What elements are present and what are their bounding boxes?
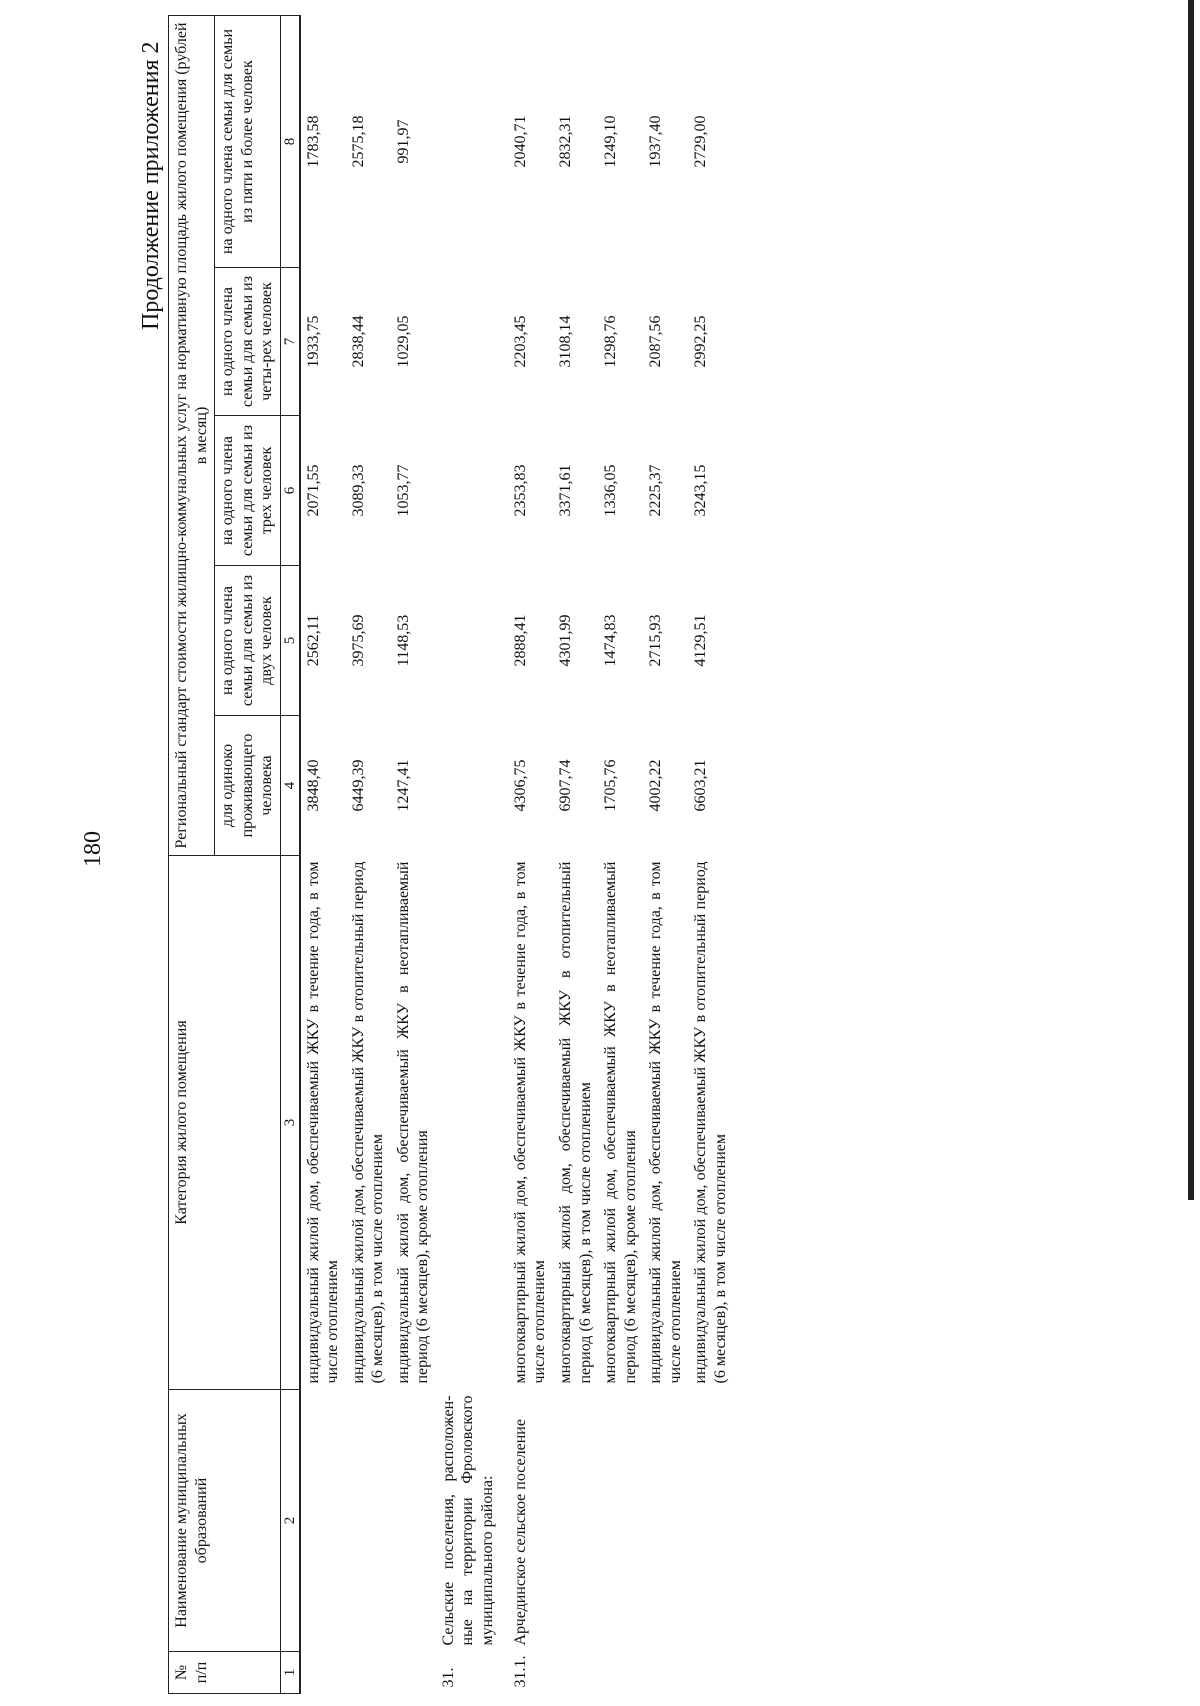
- row-category: индивидуальный жилой дом, обеспечиваемый ЖКУ в отопительный период (6 месяцев), в том числе отоплением: [349, 861, 387, 1384]
- row-value: 3371,61: [557, 464, 574, 517]
- row-num: [643, 1652, 688, 1694]
- row-municipality: [688, 1390, 733, 1652]
- row-num: [598, 1652, 643, 1694]
- header-category: Категория жилого помещения: [169, 856, 281, 1390]
- row-value: 6907,74: [557, 759, 574, 812]
- row-value: 2225,37: [647, 464, 665, 517]
- row-num: 31.1.: [511, 1655, 529, 1688]
- row-value: 2838,44: [349, 315, 367, 368]
- row-num: [391, 1652, 436, 1694]
- row-value: 3848,40: [304, 759, 322, 812]
- row-value: [436, 716, 508, 856]
- page-number: 180: [80, 831, 106, 867]
- header-row: [169, 15, 215, 1693]
- table-row: [553, 15, 598, 1693]
- row-value: 2729,00: [692, 115, 710, 168]
- row-value: 3108,14: [557, 315, 574, 368]
- row-value: 2040,71: [511, 115, 529, 168]
- row-value: 1783,58: [304, 115, 322, 168]
- row-num: [300, 1652, 346, 1694]
- row-num: [346, 1652, 391, 1694]
- row-municipality: Арчединское сельское поселение: [511, 1419, 529, 1646]
- header-municipality: Наименование муниципальных образований: [169, 1390, 281, 1652]
- row-category: индивидуальный жилой дом, обеспечиваемый ЖКУ в течение года, в том числе отоплением: [647, 861, 684, 1384]
- row-value: 1029,05: [394, 315, 412, 368]
- col-number: 1: [280, 1652, 300, 1694]
- col-number: 2: [280, 1390, 300, 1652]
- row-municipality: [391, 1390, 436, 1652]
- row-value: [436, 566, 508, 716]
- row-value: 3243,15: [692, 464, 710, 517]
- header-sub-5: на одного члена семьи для семьи из пяти и более человек: [215, 15, 281, 267]
- row-value: 1933,75: [304, 315, 322, 368]
- table-row: [346, 15, 391, 1693]
- row-category: многоквартирный жилой дом, обеспечиваемый ЖКУ в неотапливаемый период (6 месяцев), кроме отопления: [602, 861, 639, 1384]
- row-value: 1247,41: [394, 759, 412, 812]
- header-sub-3: на одного члена семьи для семьи из трех человек: [215, 416, 281, 566]
- col-number: 8: [280, 15, 300, 267]
- table-row: [391, 15, 436, 1693]
- row-value: 1249,10: [602, 115, 620, 168]
- row-value: 2715,93: [647, 614, 665, 667]
- row-num: 31.: [439, 1667, 457, 1688]
- row-value: 1053,77: [394, 464, 412, 517]
- row-municipality: [346, 1390, 391, 1652]
- row-municipality: Сельские поселения, расположен-ные на территории Фроловского муниципального района:: [439, 1395, 496, 1646]
- row-value: 991,97: [394, 119, 412, 164]
- table-row: [598, 15, 643, 1693]
- row-value: 2832,31: [557, 115, 574, 168]
- table-row: [643, 15, 688, 1693]
- row-value: 6449,39: [349, 759, 367, 812]
- col-number: 5: [280, 566, 300, 716]
- header-sub-2: на одного члена семьи для семьи из двух человек: [215, 566, 281, 716]
- row-category: индивидуальный жилой дом, обеспечиваемый ЖКУ в течение года, в том числе отоплением: [304, 861, 342, 1384]
- row-value: 4306,75: [511, 759, 529, 812]
- table-row: [436, 15, 508, 1693]
- continuation-title: Продолжение приложения 2: [138, 41, 164, 330]
- table-row: [508, 15, 553, 1693]
- row-value: 3975,69: [349, 614, 367, 667]
- header-num: № п/п: [169, 1652, 281, 1694]
- scan-edge: [1188, 0, 1194, 1200]
- row-municipality: [598, 1390, 643, 1652]
- tariff-table: [168, 15, 733, 1694]
- row-value: 3089,33: [349, 464, 367, 517]
- row-category: [436, 856, 508, 1390]
- header-sub-1: для одиноко проживающего человека: [215, 716, 281, 856]
- row-category: многоквартирный жилой дом, обеспечиваемый ЖКУ в течение года, в том числе отоплением: [511, 861, 549, 1384]
- row-value: 2992,25: [692, 315, 710, 368]
- row-municipality: [643, 1390, 688, 1652]
- row-category: многоквартирный жилой дом, обеспечиваемый ЖКУ в отопительный период (6 месяцев), в том числе отоплением: [557, 861, 594, 1384]
- row-value: 4129,51: [692, 614, 710, 667]
- row-value: 2562,11: [304, 614, 322, 667]
- row-municipality: [553, 1390, 598, 1652]
- col-number: 6: [280, 416, 300, 566]
- row-value: 1474,83: [602, 614, 620, 667]
- row-num: [553, 1652, 598, 1694]
- row-value: 1705,76: [602, 759, 620, 812]
- row-value: [436, 416, 508, 566]
- column-numbers-row: [280, 15, 300, 1693]
- row-value: 2353,83: [511, 464, 529, 517]
- col-number: 4: [280, 716, 300, 856]
- row-value: 2087,56: [647, 315, 665, 368]
- row-category: индивидуальный жилой дом, обеспечиваемый ЖКУ в неотапливаемый период (6 месяцев), кроме отопления: [394, 861, 432, 1384]
- row-num: [688, 1652, 733, 1694]
- header-sub-4: на одного члена семьи для семьи из четы-рех человек: [215, 268, 281, 416]
- header-standard: Региональный стандарт стоимости жилищно-коммунальных услуг на нормативную площадь жилого помещения (рублей в месяц): [169, 15, 215, 855]
- row-value: 2071,55: [304, 464, 322, 517]
- row-value: 6603,21: [692, 759, 710, 812]
- row-value: 1298,76: [602, 315, 620, 368]
- row-value: 2888,41: [511, 614, 529, 667]
- row-value: 4301,99: [557, 614, 574, 667]
- table-row: [688, 15, 733, 1693]
- table-row: [300, 15, 346, 1693]
- col-number: 3: [280, 856, 300, 1390]
- row-value: [436, 15, 508, 267]
- row-value: 2575,18: [349, 115, 367, 168]
- row-value: 2203,45: [511, 315, 529, 368]
- row-value: 1937,40: [647, 115, 665, 168]
- row-value: [436, 268, 508, 416]
- col-number: 7: [280, 268, 300, 416]
- row-value: 1148,53: [394, 614, 412, 667]
- row-category: индивидуальный жилой дом, обеспечиваемый ЖКУ в отопительный период (6 месяцев), в том числе отоплением: [692, 861, 729, 1384]
- row-value: 4002,22: [647, 759, 665, 812]
- row-value: 1336,05: [602, 464, 620, 517]
- row-municipality: [300, 1390, 346, 1652]
